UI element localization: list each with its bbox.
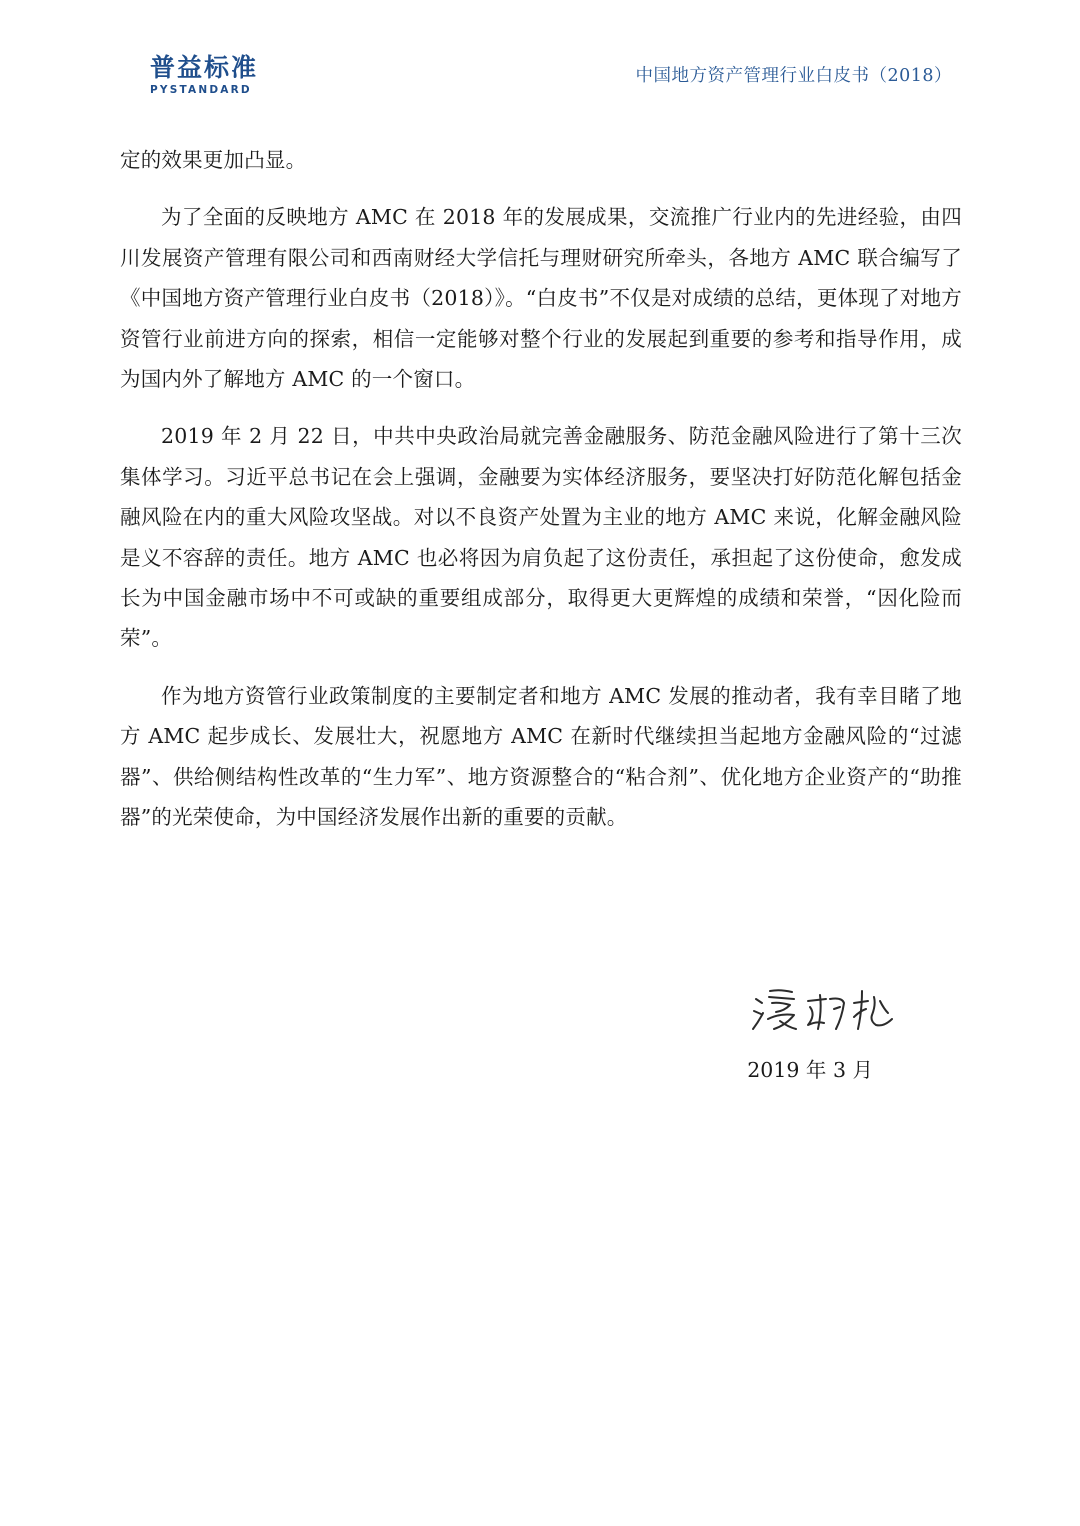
- paragraph: 作为地方资管行业政策制度的主要制定者和地方 AMC 发展的推动者，我有幸目睹了地方 AMC 起步成长、发展壮大，祝愿地方 AMC 在新时代继续担当起地方金融风险的“过滤器”、供给侧结构性改革的“生力军”、地方资源整合的“粘合剂”、优化地方企业资产的“助推器”的光荣使命，为中国经济发展作出新的重要的贡献。: [120, 683, 962, 830]
- paragraph-continued: 定的效果更加凸显。: [120, 148, 307, 172]
- paragraph: 为了全面的反映地方 AMC 在 2018 年的发展成果，交流推广行业内的先进经验，由四川发展资产管理有限公司和西南财经大学信托与理财研究所牵头，各地方 AMC 联合编写了《中国地方资产管理行业白皮书（2018）》。“白皮书”不仅是对成绩的总结，更体现了对地方资管行业前进方向的探索，相信一定能够对整个行业的发展起到重要的参考和指导作用，成为国内外了解地方 AMC 的一个窗口。: [120, 205, 962, 392]
- letter-body: [120, 140, 962, 855]
- letter-date: 2019 年 3 月: [747, 1058, 873, 1082]
- logo-chinese-text: 普益标准: [150, 53, 259, 82]
- signature-drawing: [750, 985, 895, 1035]
- running-header-title: 中国地方资产管理行业白皮书（2018）: [635, 66, 952, 86]
- page-header: [0, 0, 1080, 110]
- publisher-logo: [150, 54, 280, 98]
- paragraph: 2019 年 2 月 22 日，中共中央政治局就完善金融服务、防范金融风险进行了第十三次集体学习。习近平总书记在会上强调，金融要为实体经济服务，要坚决打好防范化解包括金融风险在内的重大风险攻坚战。对以不良资产处置为主业的地方 AMC 来说，化解金融风险是义不容辞的责任。地方 AMC 也必将因为肩负起了这份责任，承担起了这份使命，愈发成长为中国金融市场中不可或缺的重要组成部分，取得更大更辉煌的成绩和荣誉，“因化险而荣”。: [120, 424, 962, 651]
- handwritten-signature: [750, 985, 895, 1035]
- logo-english-text: PYSTANDARD: [150, 84, 252, 96]
